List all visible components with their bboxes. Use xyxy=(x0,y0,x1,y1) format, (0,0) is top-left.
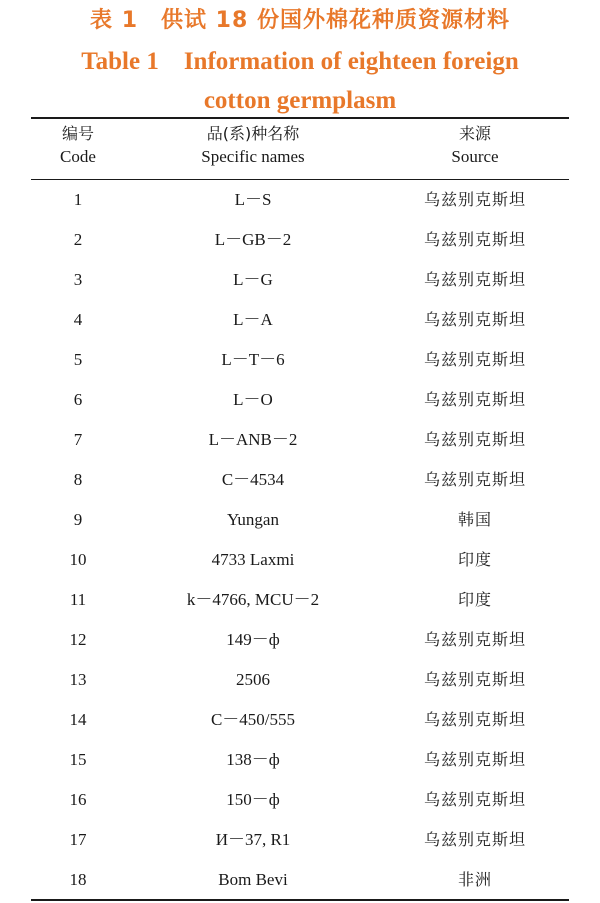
table-row xyxy=(31,220,569,260)
cell-name: 138－ф xyxy=(226,750,280,769)
cell-source: 乌兹别克斯坦 xyxy=(423,310,526,329)
cell-source: 乌兹别克斯坦 xyxy=(423,750,526,769)
cell-source: 乌兹别克斯坦 xyxy=(423,710,526,729)
cell-source: 乌兹别克斯坦 xyxy=(423,670,526,689)
cell-source: 乌兹别克斯坦 xyxy=(423,470,526,489)
table-row xyxy=(31,300,569,340)
cell-source: 印度 xyxy=(457,550,492,569)
cell-name: L－GB－2 xyxy=(214,230,292,249)
cell-name: 2506 xyxy=(236,670,270,689)
cell-source: 乌兹别克斯坦 xyxy=(423,230,526,249)
table-body xyxy=(31,180,569,900)
header-source-cn: 来源 xyxy=(458,124,491,143)
cell-source: 乌兹别克斯坦 xyxy=(423,790,526,809)
table-row xyxy=(31,180,569,220)
table-row xyxy=(31,460,569,500)
table-row xyxy=(31,500,569,540)
cell-code: 11 xyxy=(69,590,87,609)
cell-name: 149－ф xyxy=(226,630,280,649)
cell-name: k－4766, MCU－2 xyxy=(186,590,320,609)
cell-source: 乌兹别克斯坦 xyxy=(423,350,526,369)
cell-code: 16 xyxy=(69,790,87,809)
cell-source: 乌兹别克斯坦 xyxy=(423,190,526,209)
cell-code: 3 xyxy=(73,270,83,289)
cell-code: 17 xyxy=(69,830,87,849)
cell-code: 18 xyxy=(69,870,87,889)
table-row xyxy=(31,820,569,860)
header-name-en: Specific names xyxy=(201,147,305,166)
cell-name: 4733 Laxmi xyxy=(211,550,295,569)
cell-name: L－ANB－2 xyxy=(208,430,298,449)
cell-name: Bom Bevi xyxy=(218,870,288,889)
cell-code: 6 xyxy=(73,390,83,409)
header-code-en: Code xyxy=(60,147,96,166)
cell-code: 10 xyxy=(69,550,87,569)
cell-source: 乌兹别克斯坦 xyxy=(423,430,526,449)
table-row xyxy=(31,740,569,780)
table-top-rule xyxy=(31,117,569,119)
cell-name: L－S xyxy=(234,190,272,209)
cell-name: И－37, R1 xyxy=(215,830,291,849)
cell-code: 4 xyxy=(73,310,83,329)
cell-name: C－4534 xyxy=(221,470,285,489)
table-row xyxy=(31,260,569,300)
header-code-cn: 编号 xyxy=(61,124,94,143)
cell-name: C－450/555 xyxy=(210,710,296,729)
cell-source: 乌兹别克斯坦 xyxy=(423,830,526,849)
table-caption-en-line2: cotton germplasm xyxy=(203,87,397,114)
header-name-cn: 品(系)种名称 xyxy=(206,124,300,143)
cell-name: Yungan xyxy=(227,510,279,529)
table-row xyxy=(31,340,569,380)
table-row xyxy=(31,780,569,820)
cell-source: 乌兹别克斯坦 xyxy=(423,390,526,409)
cell-code: 15 xyxy=(69,750,87,769)
header-code xyxy=(31,122,125,168)
cell-name: L－G xyxy=(233,270,273,289)
cell-code: 14 xyxy=(69,710,87,729)
table-row xyxy=(31,420,569,460)
cell-code: 1 xyxy=(73,190,83,209)
table-caption-cn: 表 1 供试 18 份国外棉花种质资源材料 xyxy=(90,8,510,33)
cell-source: 乌兹别克斯坦 xyxy=(423,630,526,649)
cell-code: 7 xyxy=(73,430,83,449)
cell-name: L－T－6 xyxy=(221,350,285,369)
cell-code: 8 xyxy=(73,470,83,489)
table-row xyxy=(31,660,569,700)
table-caption-en-line1: Table 1 Information of eighteen foreign xyxy=(81,48,519,75)
cell-name: L－A xyxy=(233,310,273,329)
table-header xyxy=(31,122,569,176)
cell-code: 9 xyxy=(73,510,83,529)
table-row xyxy=(31,580,569,620)
table-row xyxy=(31,860,569,900)
table-row xyxy=(31,700,569,740)
table-row xyxy=(31,380,569,420)
cell-source: 非洲 xyxy=(457,870,492,889)
cell-source: 乌兹别克斯坦 xyxy=(423,270,526,289)
header-name xyxy=(125,122,381,168)
cell-name: 150－ф xyxy=(226,790,280,809)
header-source-en: Source xyxy=(451,147,499,166)
cell-code: 2 xyxy=(73,230,83,249)
table-row xyxy=(31,620,569,660)
cell-code: 5 xyxy=(73,350,83,369)
table-row xyxy=(31,540,569,580)
cell-source: 印度 xyxy=(457,590,492,609)
cell-code: 13 xyxy=(69,670,87,689)
cell-source: 韩国 xyxy=(457,510,492,529)
cell-code: 12 xyxy=(69,630,87,649)
table-bottom-rule xyxy=(31,899,569,901)
cell-name: L－O xyxy=(233,390,273,409)
header-source xyxy=(381,122,569,168)
